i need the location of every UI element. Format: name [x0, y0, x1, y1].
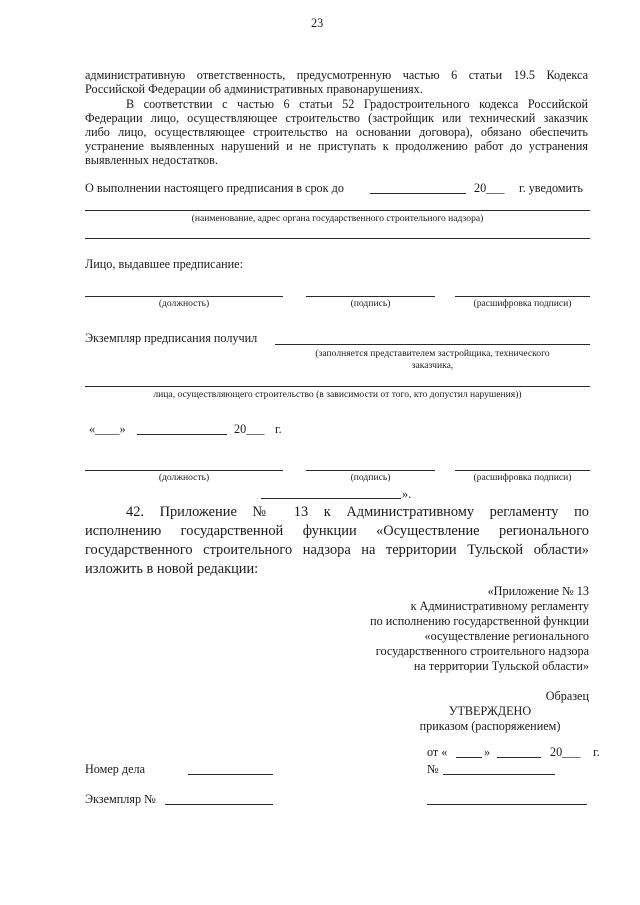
receiver-date-month-line [137, 434, 227, 435]
issuer-signature-caption: (подпись) [350, 298, 391, 309]
issuer-decoding-line [455, 296, 590, 297]
continuation-line-2: Российской Федерации об административных правонарушениях. [85, 82, 423, 96]
approval-sample: Образец [545, 689, 589, 703]
receiver-caption-2: заказчика, [411, 360, 454, 371]
notify-authority-line-2 [85, 238, 590, 239]
receiver-caption-3: лица, осуществляющего строительство (в зависимости от того, кто допустил нарушения)) [153, 389, 522, 400]
copy-number-label: Экземпляр № [85, 792, 156, 806]
receiver-line-2 [85, 386, 590, 387]
page-number: 23 [311, 16, 324, 30]
receiver-label: Экземпляр предписания получил [85, 331, 258, 345]
receiver-signature-caption: (подпись) [350, 472, 391, 483]
receiver-date-suffix: г. [275, 422, 282, 436]
receiver-date-open: «____» [89, 422, 126, 436]
paragraph-line-1: В соответствии с частью 6 статьи 52 Градостроительного кодекса Российской [126, 97, 588, 111]
approval-date-month-line [497, 757, 541, 758]
issuer-signature-line [306, 296, 435, 297]
case-number-label: Номер дела [85, 762, 146, 776]
approval-date-prefix: от « [427, 745, 448, 759]
receiver-closing: ». [402, 487, 412, 501]
approval-date-day-line [456, 757, 482, 758]
notify-caption: (наименование, адрес органа государственного строительного надзора) [191, 213, 484, 224]
receiver-position-caption: (должность) [158, 472, 210, 483]
issuer-position-caption: (должность) [158, 298, 210, 309]
appendix-line-1: «Приложение № 13 [487, 584, 589, 598]
paragraph-line-5: выявленных недостатков. [85, 153, 218, 167]
receiver-decoding-line [455, 470, 590, 471]
approval-order: приказом (распоряжением) [419, 719, 561, 733]
notify-suffix: г. уведомить [519, 181, 583, 195]
notify-prefix: О выполнении настоящего предписания в срок до [85, 181, 344, 195]
notify-year: 20___ [474, 181, 505, 195]
item42-line-3: государственного строительного надзора на территории Тульской области» [85, 542, 589, 558]
approval-number-line [443, 774, 555, 775]
receiver-decoding-caption: (расшифровка подписи) [473, 472, 572, 483]
approval-number: № [427, 762, 439, 776]
appendix-line-2: к Административному регламенту [410, 599, 589, 613]
paragraph-line-2: Федерации лицо, осуществляющее строительство (застройщик или технический заказчик [85, 111, 588, 125]
approval-date-mid: » [484, 745, 491, 759]
continuation-line-1: административную ответственность, предусмотренную частью 6 статьи 19.5 Кодекса [85, 68, 588, 82]
paragraph-line-3: либо лицо, осуществляющее строительство на основании договора), обязано обеспечить [85, 125, 588, 139]
receiver-date-year: 20___ [234, 422, 265, 436]
receiver-closing-line [261, 498, 401, 499]
approval-signature-line [427, 804, 587, 805]
issuer-position-line [85, 296, 283, 297]
case-number-line [188, 774, 273, 775]
paragraph-line-4: устранение выявленных нарушений и не приступать к продолжению работ до устранения [85, 139, 588, 153]
issuer-decoding-caption: (расшифровка подписи) [473, 298, 572, 309]
issuer-label: Лицо, выдавшее предписание: [85, 257, 243, 271]
appendix-line-4: «осуществление регионального [424, 629, 589, 643]
notify-authority-line [85, 210, 590, 211]
receiver-position-line [85, 470, 283, 471]
receiver-line [275, 344, 590, 345]
receiver-signature-line [306, 470, 435, 471]
copy-number-line [165, 804, 273, 805]
item42-line-4: изложить в новой редакции: [85, 561, 259, 577]
receiver-caption-1: (заполняется представителем застройщика, технического [315, 348, 550, 359]
appendix-line-5: государственного строительного надзора [375, 644, 589, 658]
approval-date-suffix: г. [593, 745, 600, 759]
approval-approved: УТВЕРЖДЕНО [448, 704, 532, 718]
item42-line-2: исполнению государственной функции «Осуществление регионального [85, 523, 589, 539]
approval-date-year: 20___ [550, 745, 581, 759]
appendix-line-3: по исполнению государственной функции [370, 614, 589, 628]
notify-date-line [370, 193, 466, 194]
appendix-line-6: на территории Тульской области» [413, 659, 589, 673]
item42-line-1: 42. Приложение № 13 к Административному регламенту по [126, 504, 589, 520]
